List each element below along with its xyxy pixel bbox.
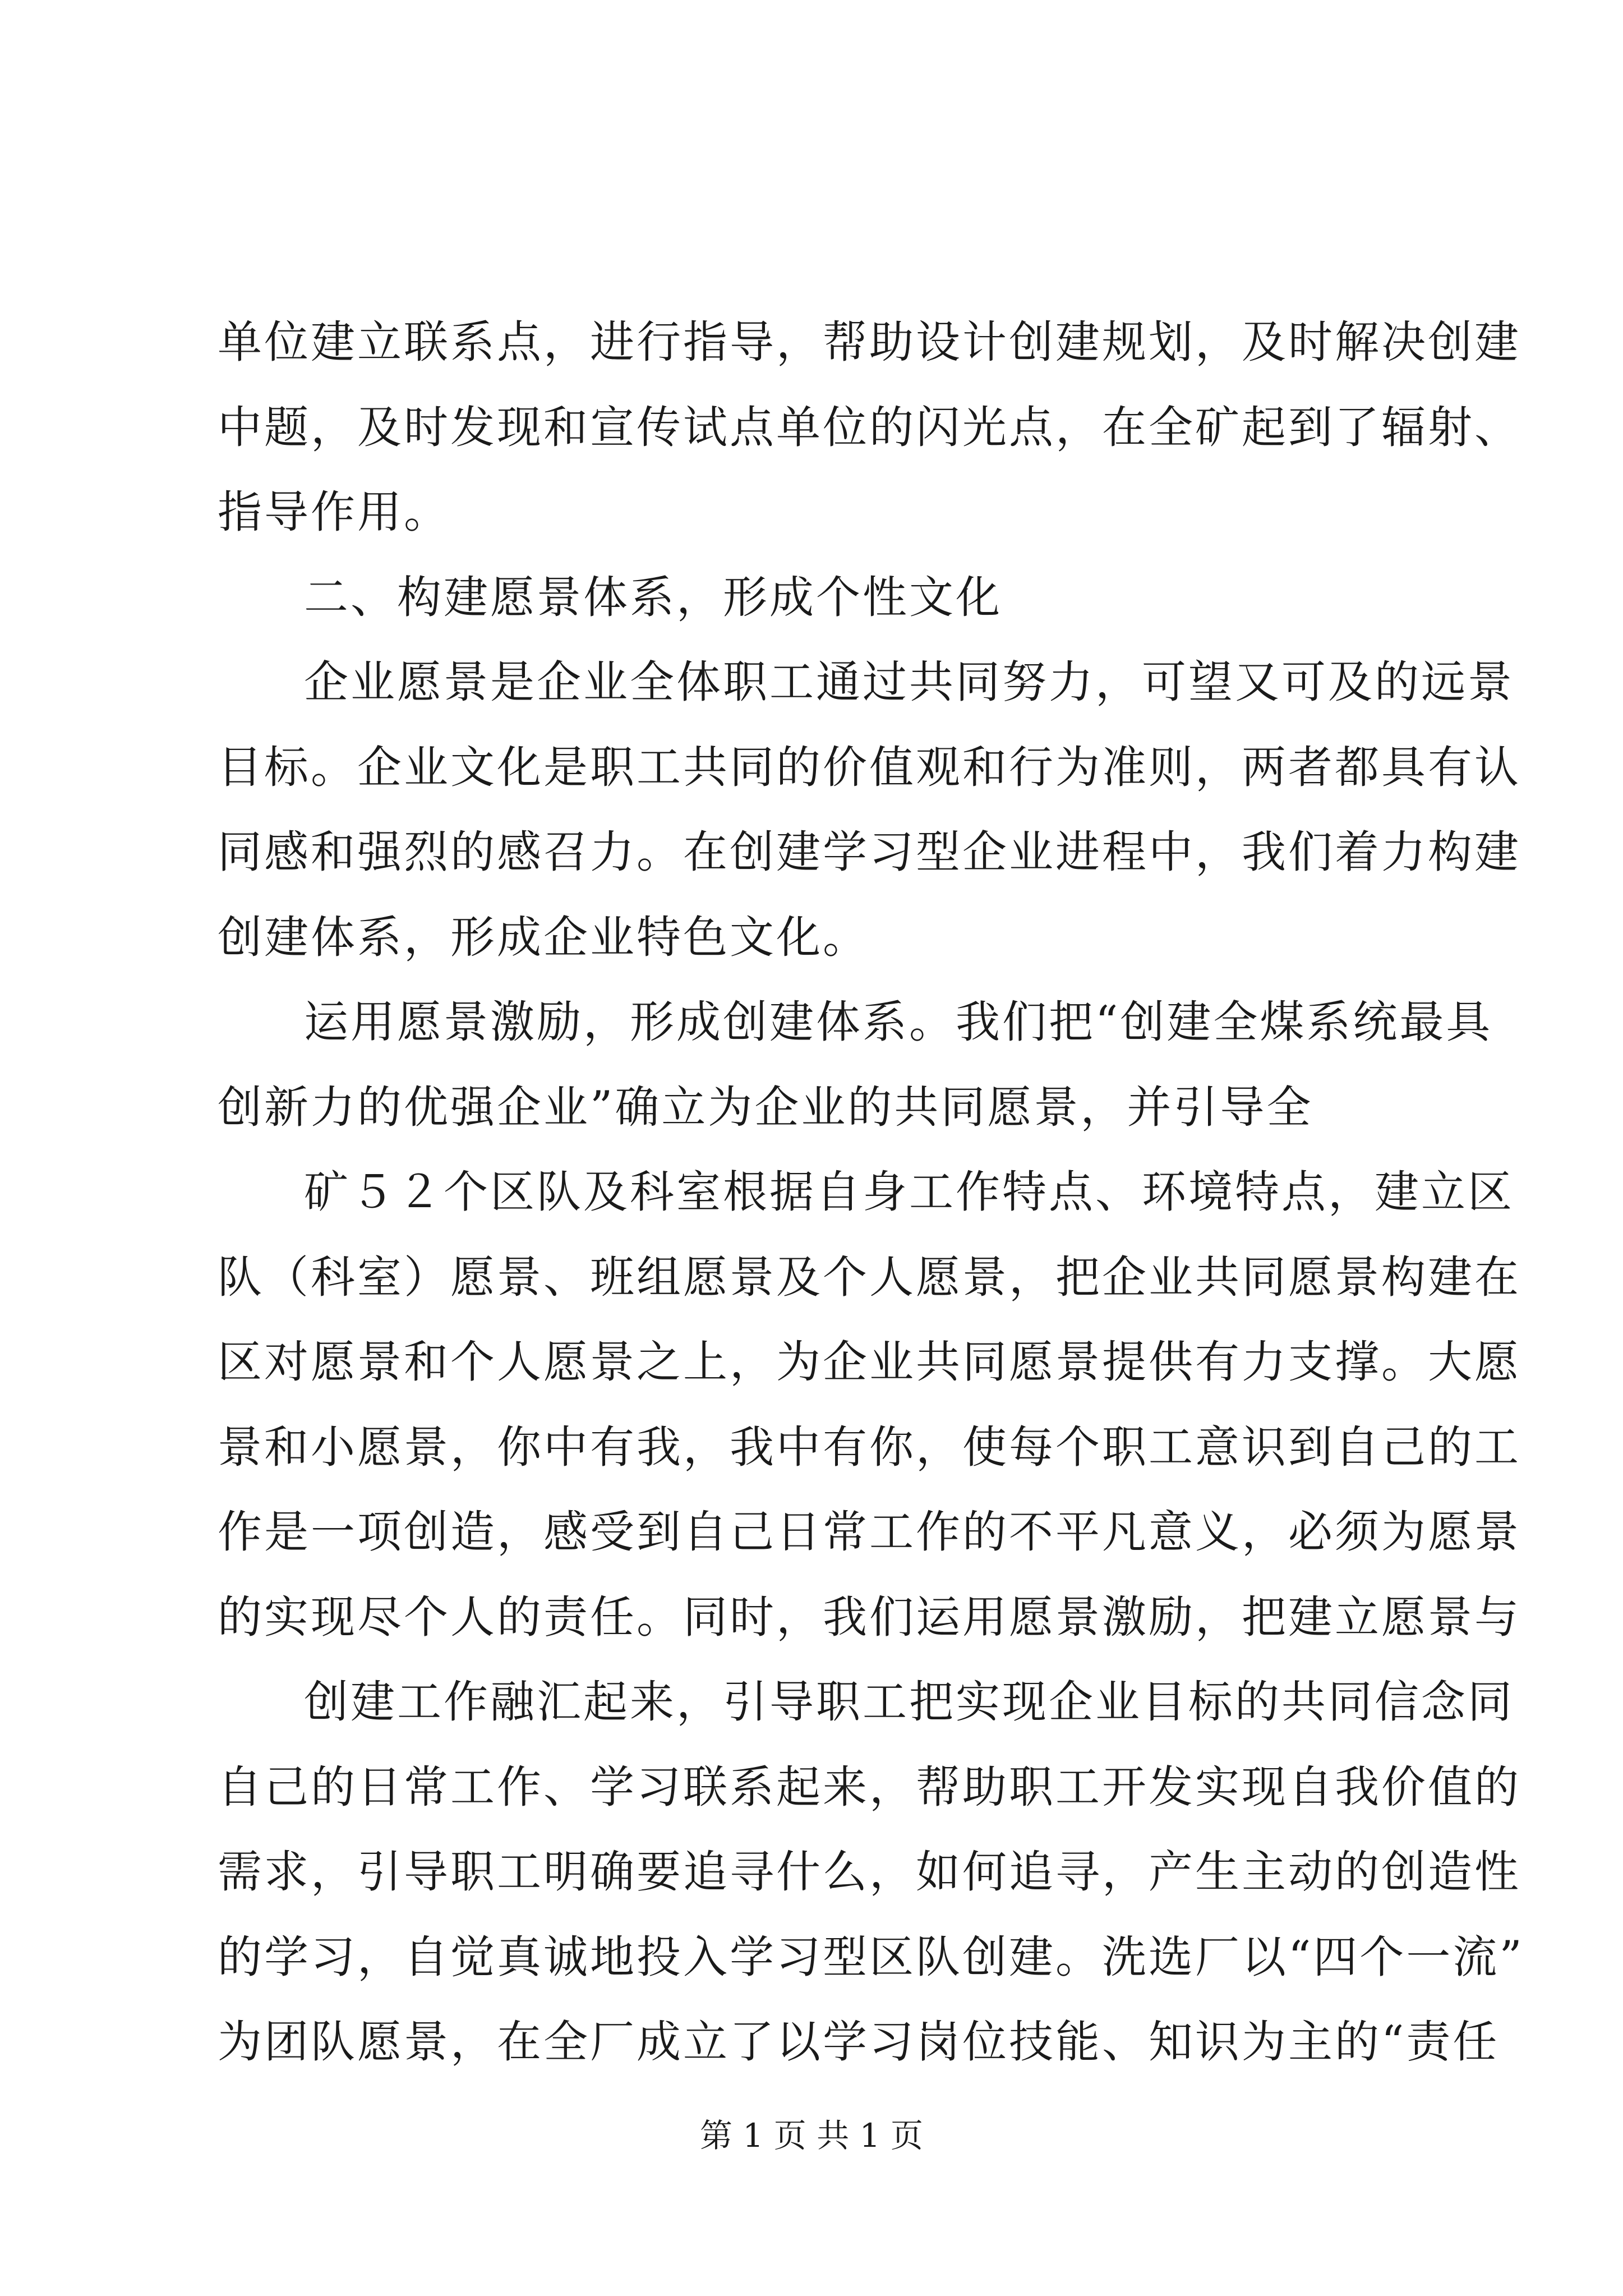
text-line: 需求，引导职工明确要追寻什么，如何追寻，产生主动的创造性 [218, 1846, 1521, 1898]
section-heading: 二、构建愿景体系，形成个性文化 [304, 572, 1002, 623]
text-line: 景和小愿景，你中有我，我中有你，使每个职工意识到自己的工 [218, 1421, 1521, 1473]
text-line: 为团队愿景，在全厂成立了以学习岗位技能、知识为主的“责任 [218, 2016, 1500, 2068]
text-line: 自己的日常工作、学习联系起来，帮助职工开发实现自我价值的 [218, 1761, 1521, 1813]
text-line: 目标。企业文化是职工共同的价值观和行为准则，两者都具有认 [218, 742, 1521, 793]
text-line: 单位建立联系点，进行指导，帮助设计创建规划，及时解决创建 [218, 316, 1521, 368]
text-line: 的学习，自觉真诚地投入学习型区队创建。洗选厂以“四个一流” [218, 1931, 1524, 1983]
text-line: 创新力的优强企业”确立为企业的共同愿景，并引导全 [218, 1082, 1313, 1133]
text-line: 中题，及时发现和宣传试点单位的闪光点，在全矿起到了辐射、 [218, 402, 1521, 453]
text-line: 创建体系，形成企业特色文化。 [218, 912, 869, 963]
text-line: 队（科室）愿景、班组愿景及个人愿景，把企业共同愿景构建在 [218, 1251, 1521, 1303]
text-line: 企业愿景是企业全体职工通过共同努力，可望又可及的远景 [304, 656, 1514, 708]
text-line: 区对愿景和个人愿景之上，为企业共同愿景提供有力支撑。大愿 [218, 1336, 1521, 1388]
text-line: 指导作用。 [218, 486, 450, 538]
text-line: 的实现尽个人的责任。同时，我们运用愿景激励，把建立愿景与 [218, 1591, 1521, 1643]
text-line: 作是一项创造，感受到自己日常工作的不平凡意义，必须为愿景 [218, 1506, 1521, 1558]
page-number-footer: 第 1 页 共 1 页 [700, 2116, 923, 2155]
text-line: 运用愿景激励，形成创建体系。我们把“创建全煤系统最具 [304, 996, 1493, 1048]
text-line: 矿５２个区队及科室根据自身工作特点、环境特点，建立区 [304, 1166, 1514, 1218]
text-line: 同感和强烈的感召力。在创建学习型企业进程中，我们着力构建 [218, 826, 1521, 878]
text-line: 创建工作融汇起来，引导职工把实现企业目标的共同信念同 [304, 1676, 1514, 1728]
